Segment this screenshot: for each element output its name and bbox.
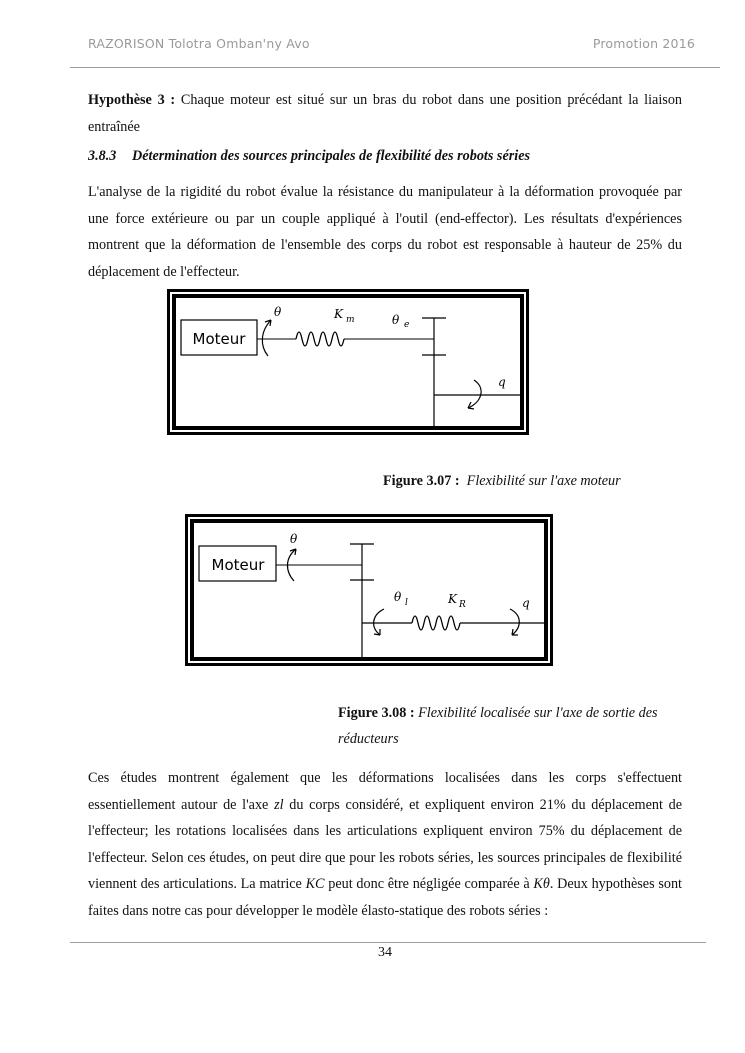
figure-3-07-caption: [383, 473, 621, 490]
section-heading: [88, 148, 530, 165]
page-number: 34: [378, 945, 392, 960]
paragraph-1-text: L'analyse de la rigidité du robot évalue la résistance du manipulateur à la déformation provoquée par une force extérieure ou par un couple appliqué à l'outil (end-effector). Les résultats d'expériences montrent que la déformation de l'ensemble des corps du robot est responsable à hauteur de 25% du déplacement de l'effecteur.: [88, 184, 682, 280]
spring-kr-icon: [412, 616, 460, 630]
hypothesis-paragraph: [88, 87, 682, 140]
theta-e-subscript: e: [404, 320, 410, 330]
section-number: 3.8.3: [88, 148, 117, 164]
output-rotation-icon: [510, 609, 519, 635]
paragraph-2-part-d: . Deux hypothèses sont faites dans notre cas pour développer le modèle élasto-statique des robots séries :: [88, 876, 682, 919]
hypothesis-label: Hypothèse 3 :: [88, 92, 176, 108]
caption-text: Flexibilité localisée sur l'axe de sortie des réducteurs: [338, 705, 658, 747]
theta-e-label: θ: [392, 313, 400, 327]
motor-label: Moteur: [211, 556, 265, 574]
paragraph-2-part-a: Ces études montrent également que les déformations localisées dans les corps s'effectuent essentiellement autour de l'axe: [88, 770, 682, 813]
caption-label: Figure 3.07 :: [383, 473, 460, 489]
figure-3-08: [190, 519, 548, 661]
km-label: K: [334, 307, 343, 321]
paragraph-1: [88, 179, 682, 285]
figure-3-08-caption: [338, 700, 682, 752]
paragraph-2-part-b: du corps considéré, et expliquent environ 21% du déplacement de l'effecteur; les rotations localisées dans les articulations expliquent environ 75% du déplacement de l'effecteur. Selon ces études, on peut dire que pour les robots séries, les sources principales de flexibilité viennent des articulations. La matrice: [88, 796, 683, 892]
paragraph-2: [88, 765, 682, 924]
header-author: RAZORISON Tolotra Omban'ny Avo: [88, 36, 310, 51]
section-title: Détermination des sources principales de flexibilité des robots séries: [132, 148, 531, 164]
theta-l-subscript: l: [405, 598, 408, 608]
kr-subscript: R: [459, 600, 466, 610]
caption-label: Figure 3.08 :: [338, 705, 415, 721]
header-promotion: Promotion 2016: [592, 36, 695, 51]
theta-l-label: θ: [394, 590, 402, 604]
symbol-ktheta: Kθ: [533, 876, 550, 892]
theta-l-rotation-icon: [374, 609, 384, 635]
km-subscript: m: [346, 315, 355, 325]
hypothesis-text: Chaque moteur est situé sur un bras du robot dans une position précédant la liaison entraînée: [88, 92, 683, 135]
q-label: q: [498, 375, 506, 389]
symbol-zl: zl: [274, 796, 284, 813]
kr-label: K: [448, 592, 457, 606]
caption-text: Flexibilité sur l'axe moteur: [466, 473, 621, 489]
symbol-kc: KC: [305, 876, 325, 892]
paragraph-2-part-c: peut donc être négligée comparée à: [324, 876, 534, 892]
q-label: q: [522, 596, 530, 610]
theta-label: θ: [274, 305, 282, 319]
spring-km-icon: [296, 332, 344, 346]
header-rule: [70, 67, 720, 68]
footer-rule: [70, 942, 706, 943]
page-header: [88, 36, 695, 52]
figure-3-07: [172, 294, 524, 430]
theta-label: θ: [290, 532, 298, 546]
motor-label: Moteur: [192, 330, 246, 348]
